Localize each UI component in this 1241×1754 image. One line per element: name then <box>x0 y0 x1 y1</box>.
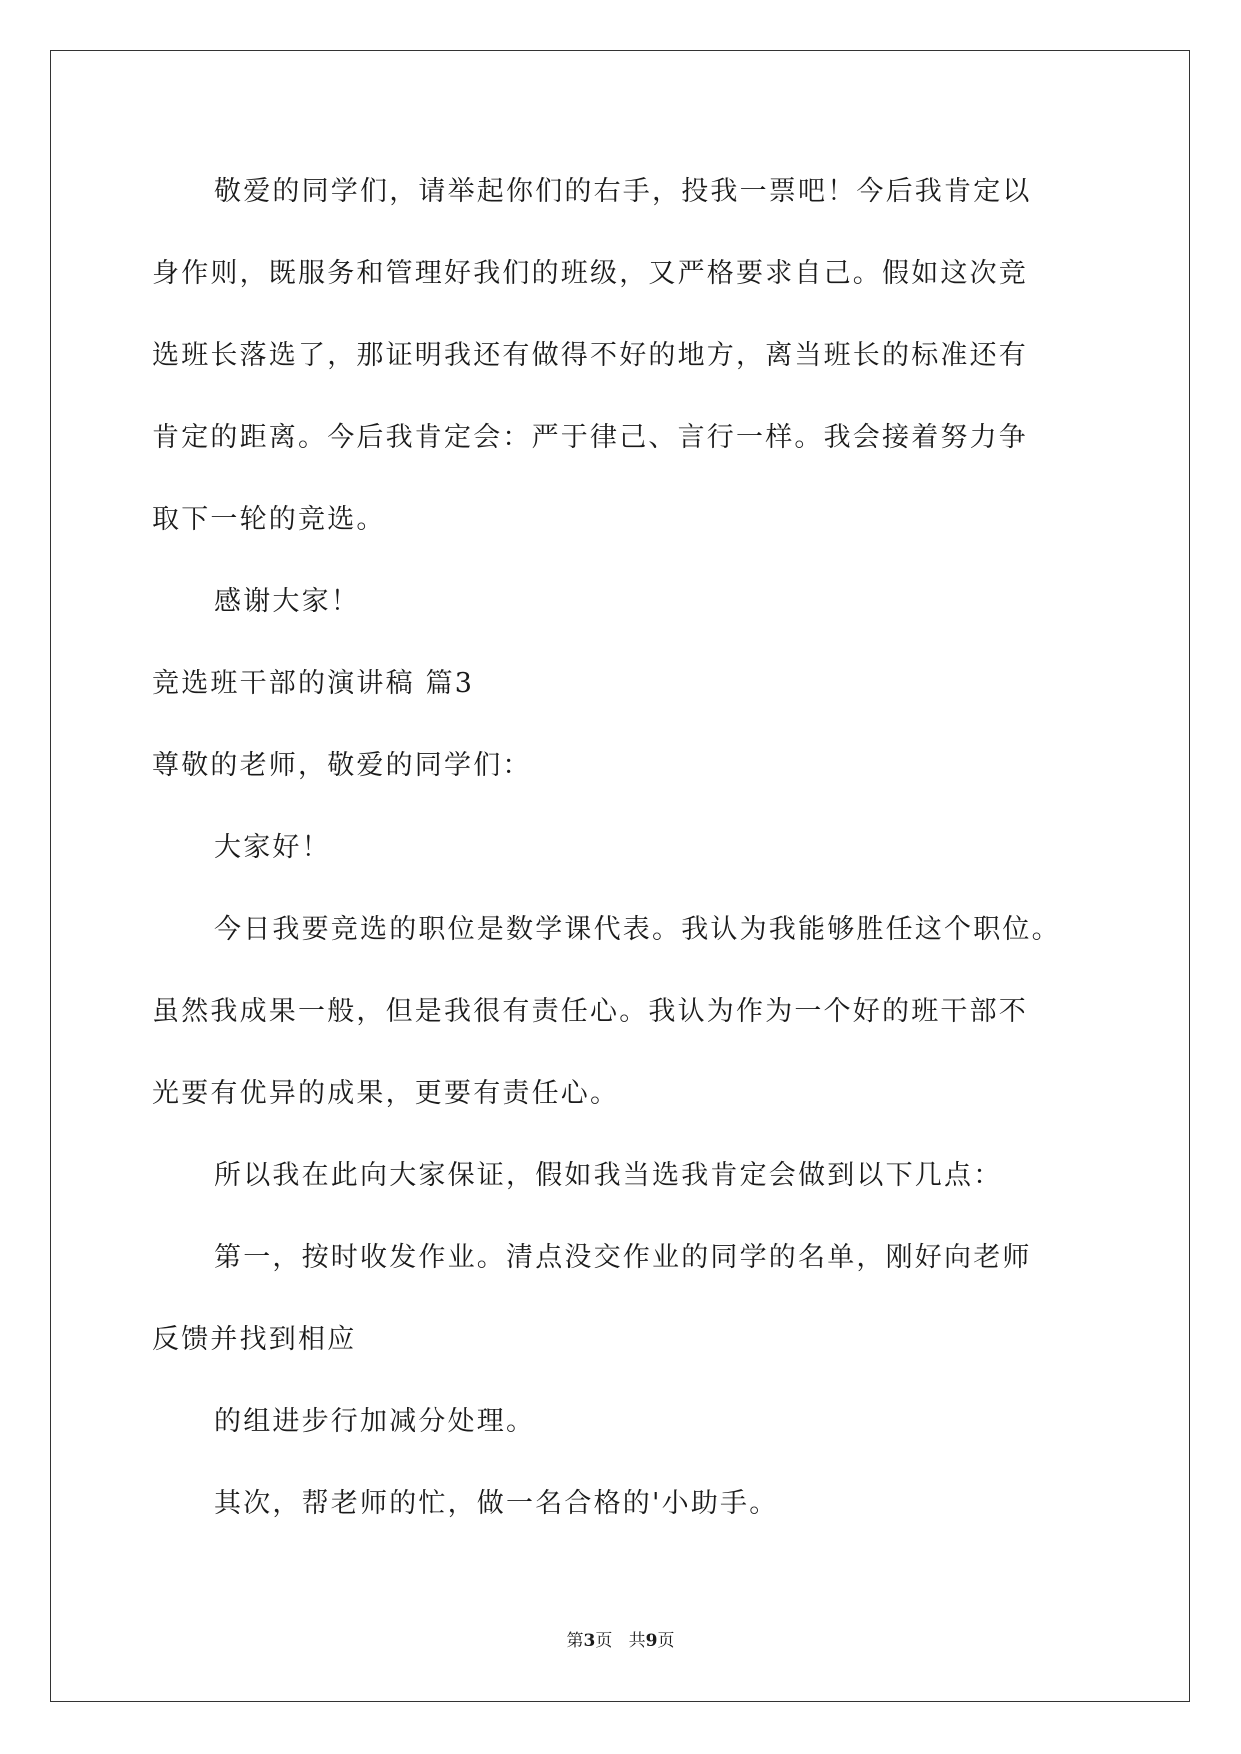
paragraph-line: 感谢大家！ <box>214 586 360 617</box>
page-prefix: 第 <box>566 1631 584 1651</box>
paragraph-line: 取下一轮的竞选。 <box>152 504 386 535</box>
page-number: 3 <box>583 1631 596 1651</box>
page-suffix: 页 <box>595 1631 613 1651</box>
total-suffix: 页 <box>657 1631 675 1651</box>
paragraph-line: 选班长落选了，那证明我还有做得不好的地方，离当班长的标准还有 <box>152 340 1028 371</box>
total-prefix: 共 <box>628 1631 646 1651</box>
paragraph-line: 身作则，既服务和管理好我们的班级，又严格要求自己。假如这次竞 <box>152 258 1028 289</box>
paragraph-line: 光要有优异的成果，更要有责任心。 <box>152 1078 620 1109</box>
paragraph-line: 敬爱的同学们，请举起你们的右手，投我一票吧！今后我肯定以 <box>214 176 1032 207</box>
paragraph-line: 今日我要竞选的职位是数学课代表。我认为我能够胜任这个职位。 <box>214 914 1061 945</box>
paragraph-line: 虽然我成果一般，但是我很有责任心。我认为作为一个好的班干部不 <box>152 996 1028 1027</box>
paragraph-line: 所以我在此向大家保证，假如我当选我肯定会做到以下几点： <box>214 1160 1003 1191</box>
paragraph-line: 其次，帮老师的忙，做一名合格的'小助手。 <box>214 1488 779 1519</box>
paragraph-line: 第一，按时收发作业。清点没交作业的同学的名单，刚好向老师 <box>214 1242 1032 1273</box>
section-heading: 竞选班干部的演讲稿 篇3 <box>152 668 475 699</box>
paragraph-line: 反馈并找到相应 <box>152 1324 357 1355</box>
paragraph-line: 的组进步行加减分处理。 <box>214 1406 536 1437</box>
total-pages: 9 <box>645 1631 658 1651</box>
document-body <box>152 160 1102 1554</box>
page-footer <box>0 1626 1241 1651</box>
paragraph-line: 肯定的距离。今后我肯定会：严于律己、言行一样。我会接着努力争 <box>152 422 1028 453</box>
salutation: 尊敬的老师，敬爱的同学们： <box>152 750 532 781</box>
greeting: 大家好！ <box>214 832 331 863</box>
